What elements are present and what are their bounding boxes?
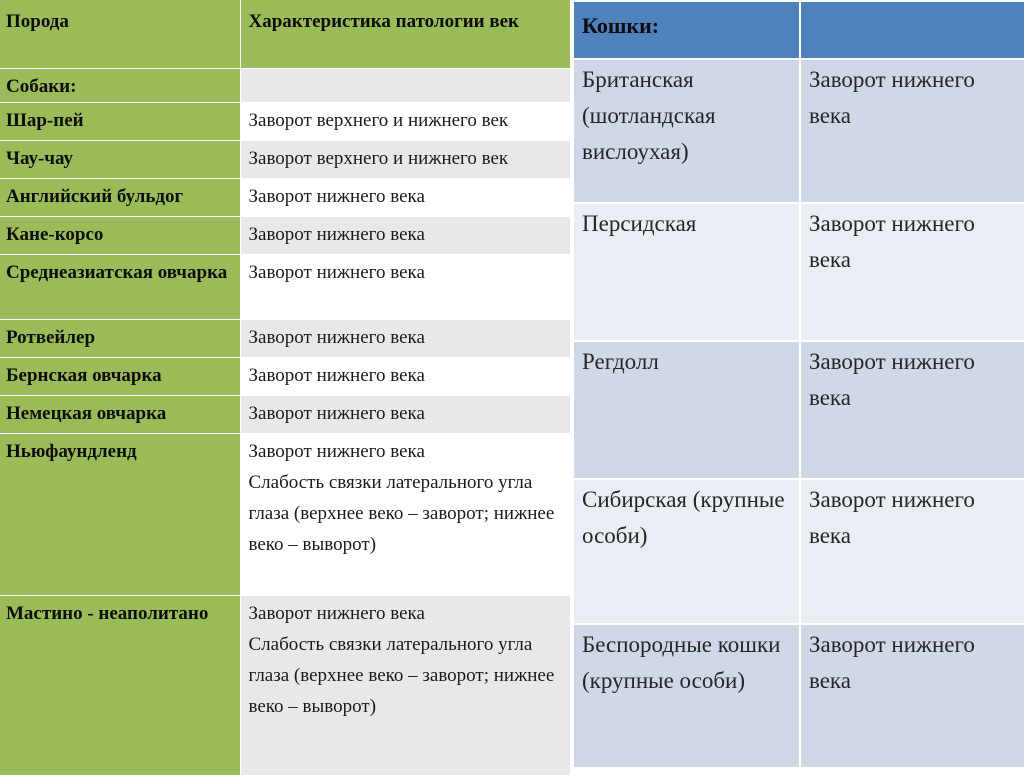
dog-pathology: Заворот нижнего века	[240, 357, 570, 395]
dog-breed: Ньюфаундленд	[0, 433, 240, 595]
cat-pathology: Заворот нижнего века	[800, 203, 1024, 341]
dog-breed: Шар-пей	[0, 102, 240, 140]
table-row	[0, 395, 570, 433]
dogs-header-breed: Порода	[0, 0, 240, 68]
cats-header-pathology	[800, 1, 1024, 59]
dog-pathology-line: Слабость связки латерального угла глаза (верхнее веко – заворот; нижнее веко – выворот)	[248, 633, 555, 717]
table-row	[0, 178, 570, 216]
dog-breed: Кане-корсо	[0, 216, 240, 254]
cat-breed: Британская (шотландская вислоухая)	[573, 59, 800, 203]
dog-pathology: Заворот нижнего века	[240, 395, 570, 433]
cat-breed: Персидская	[573, 203, 800, 341]
dog-breed: Чау-чау	[0, 140, 240, 178]
dogs-group-label: Собаки:	[0, 68, 240, 102]
dog-pathology: Заворот верхнего и нижнего век	[240, 102, 570, 140]
dog-pathology: Заворот нижнего века	[240, 319, 570, 357]
dog-breed: Ротвейлер	[0, 319, 240, 357]
table-row	[573, 203, 1024, 341]
table-row	[0, 319, 570, 357]
table-row	[573, 341, 1024, 479]
dog-pathology: Заворот нижнего века	[240, 216, 570, 254]
cats-table	[572, 0, 1024, 769]
dog-pathology-line: Заворот нижнего века	[248, 440, 425, 462]
dog-pathology-line: Слабость связки латерального угла глаза (верхнее веко – заворот; нижнее веко – выворот)	[248, 471, 555, 555]
table-row	[0, 254, 570, 319]
table-row	[0, 140, 570, 178]
cat-pathology: Заворот нижнего века	[800, 59, 1024, 203]
dog-breed: Среднеазиатская овчарка	[0, 254, 240, 319]
cat-breed: Беспородные кошки (крупные особи)	[573, 624, 800, 768]
dog-pathology: Заворот нижнего века	[240, 254, 570, 319]
cat-pathology: Заворот нижнего века	[800, 341, 1024, 479]
dogs-header-pathology: Характеристика патологии век	[240, 0, 570, 68]
dog-breed: Английский бульдог	[0, 178, 240, 216]
cat-breed: Регдолл	[573, 341, 800, 479]
dog-pathology: Заворот нижнего века	[240, 178, 570, 216]
table-row	[0, 433, 570, 595]
cat-pathology: Заворот нижнего века	[800, 479, 1024, 624]
dog-pathology	[240, 433, 570, 595]
table-row	[0, 357, 570, 395]
dogs-header-row	[0, 0, 570, 68]
table-row	[0, 216, 570, 254]
cat-breed: Сибирская (крупные особи)	[573, 479, 800, 624]
cats-header-breed: Кошки:	[573, 1, 800, 59]
cats-header-row	[573, 1, 1024, 59]
table-row	[0, 102, 570, 140]
dog-breed: Мастино - неаполитано	[0, 595, 240, 775]
dog-breed: Немецкая овчарка	[0, 395, 240, 433]
dog-pathology	[240, 595, 570, 775]
dog-breed: Бернская овчарка	[0, 357, 240, 395]
table-row	[0, 595, 570, 775]
dogs-group-empty	[240, 68, 570, 102]
cat-pathology: Заворот нижнего века	[800, 624, 1024, 768]
table-row	[573, 479, 1024, 624]
dog-pathology-line: Заворот нижнего века	[248, 602, 425, 624]
dog-pathology: Заворот верхнего и нижнего век	[240, 140, 570, 178]
table-row	[573, 59, 1024, 203]
table-row	[573, 624, 1024, 768]
dogs-group-row	[0, 68, 570, 102]
